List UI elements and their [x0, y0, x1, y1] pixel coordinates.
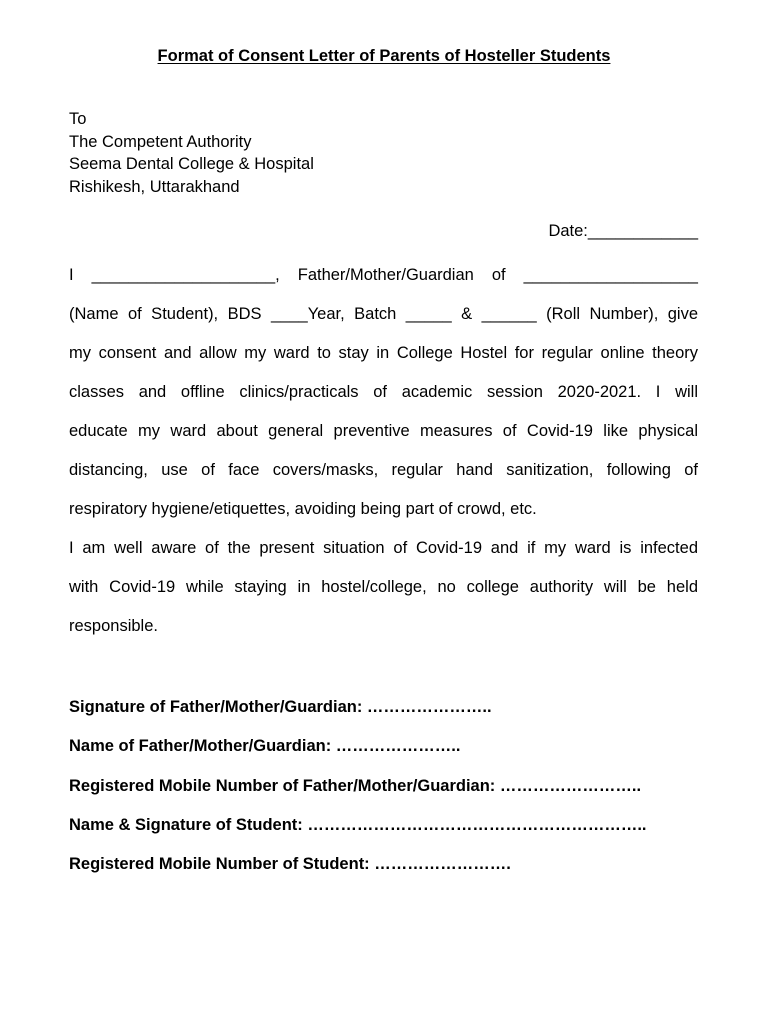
parent-signature-field: Signature of Father/Mother/Guardian: …………………..: [69, 698, 492, 716]
address-line-college: Seema Dental College & Hospital: [69, 155, 314, 173]
body-line: (Name of Student), BDS ____Year, Batch _____ & ______ (Roll Number), give: [69, 305, 698, 323]
document-title: Format of Consent Letter of Parents of Hosteller Students: [157, 47, 611, 65]
body-line: with Covid-19 while staying in hostel/college, no college authority will be held: [69, 578, 698, 596]
body-line: my consent and allow my ward to stay in College Hostel for regular online theory: [69, 344, 698, 362]
signature-section: [69, 697, 647, 893]
address-line-location: Rishikesh, Uttarakhand: [69, 177, 240, 196]
body-line: respiratory hygiene/etiquettes, avoiding being part of crowd, etc.: [69, 500, 537, 518]
body-line: responsible.: [69, 617, 158, 635]
body-line: I ____________________, Father/Mother/Guardian of ___________________: [69, 266, 698, 284]
parent-mobile-field: Registered Mobile Number of Father/Mother/Guardian: ……………………..: [69, 776, 642, 795]
body-line: classes and offline clinics/practicals of academic session 2020-2021. I will: [69, 383, 698, 401]
student-mobile-field: Registered Mobile Number of Student: …………………….: [69, 855, 511, 874]
recipient-address: [69, 108, 314, 198]
body-line: distancing, use of face covers/masks, regular hand sanitization, following of: [69, 461, 698, 479]
date-field: Date:____________: [548, 222, 698, 240]
student-name-signature-field: Name & Signature of Student: ……………………………………………………..: [69, 815, 647, 834]
letter-body: [69, 265, 698, 655]
address-line-to: To: [69, 110, 87, 128]
parent-name-field: Name of Father/Mother/Guardian: …………………..: [69, 737, 461, 756]
body-line: I am well aware of the present situation of Covid-19 and if my ward is infected: [69, 539, 698, 557]
body-line: educate my ward about general preventive measures of Covid-19 like physical: [69, 422, 698, 440]
address-line-authority: The Competent Authority: [69, 132, 252, 151]
